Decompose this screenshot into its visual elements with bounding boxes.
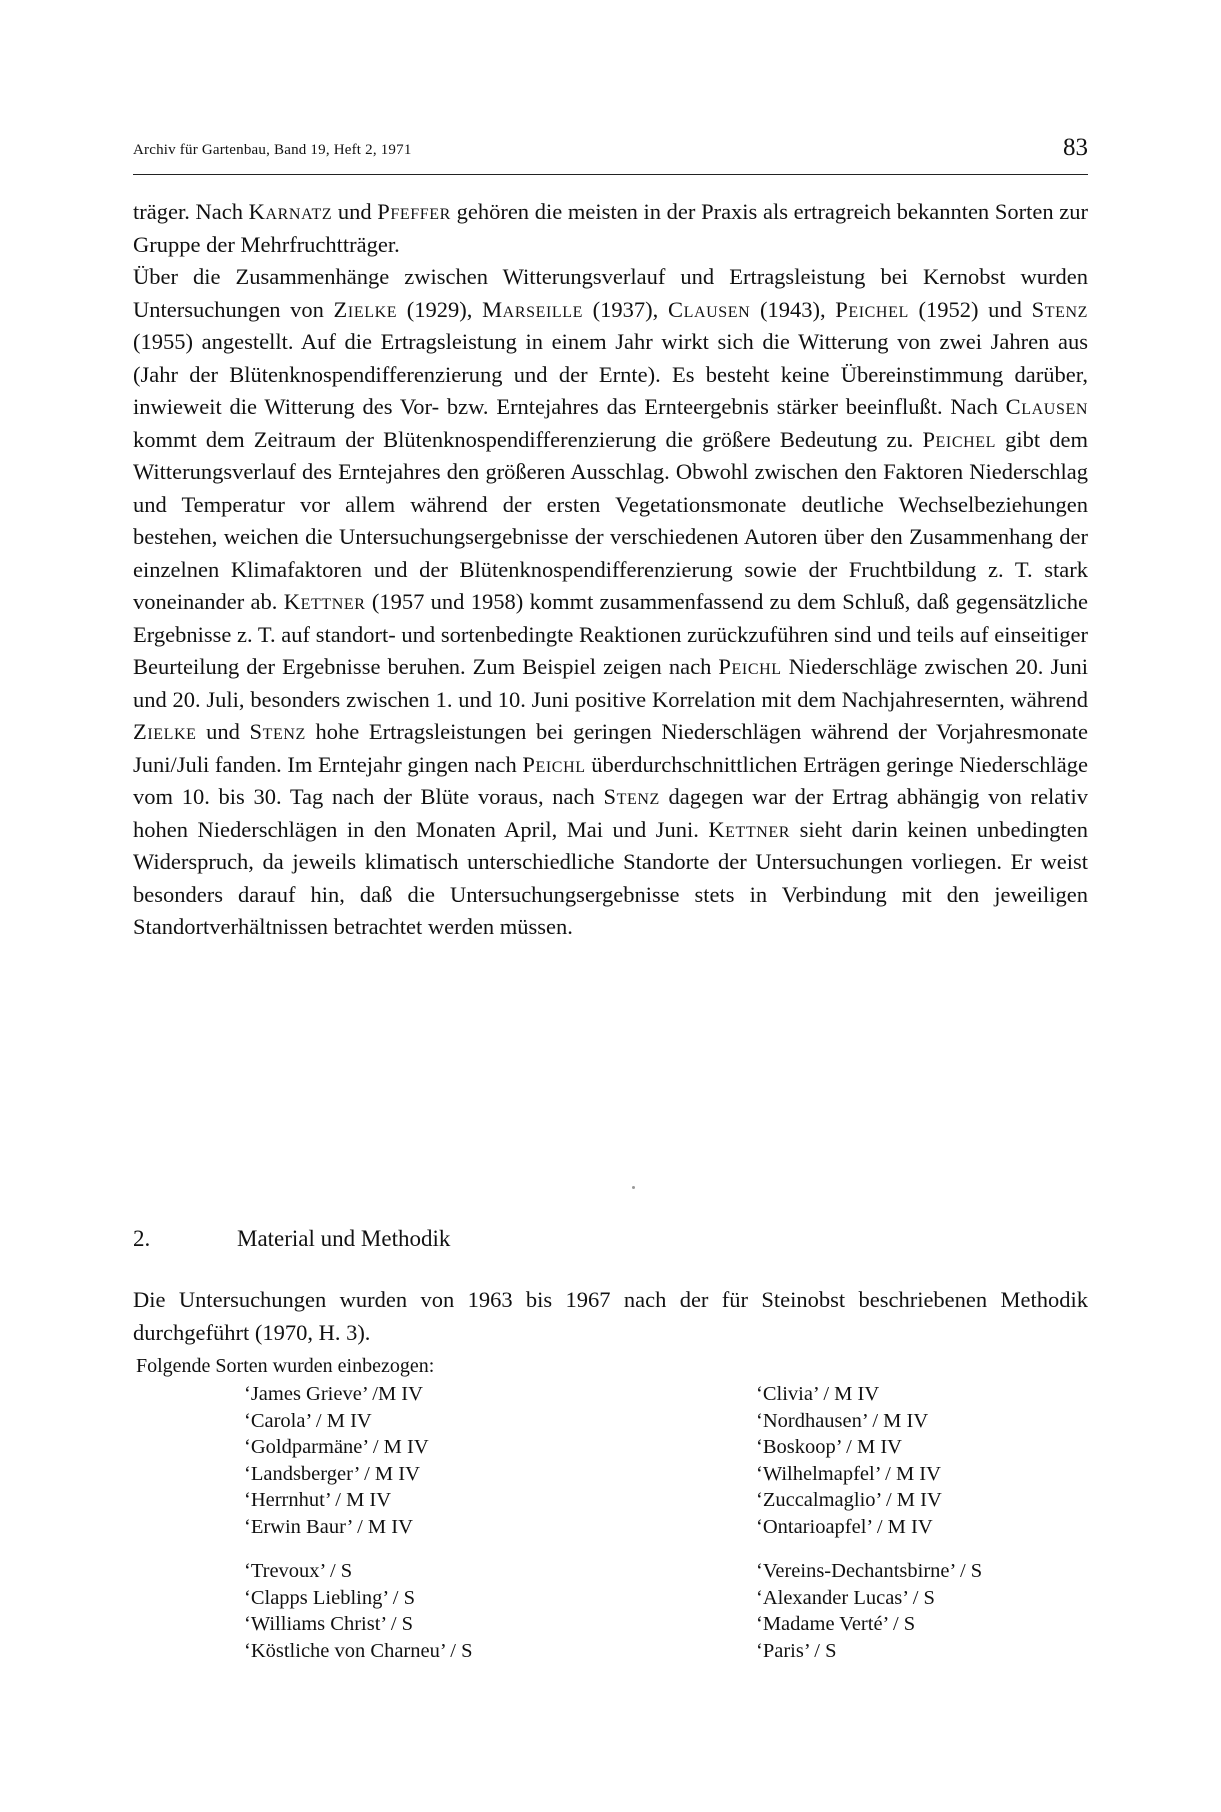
- variety-item: ‘Madame Verté’ / S: [756, 1613, 916, 1635]
- text-run: dagegen war der Ertrag abhängig von relativ hohen Niederschlägen in den Monaten April, Mai und Juni.: [133, 784, 1089, 842]
- journal-citation: Archiv für Gartenbau, Band 19, Heft 2, 1971: [133, 142, 412, 158]
- variety-column-apple-left: [244, 1381, 429, 1540]
- variety-column-pear-right: [756, 1558, 982, 1664]
- text-run: träger. Nach: [133, 199, 249, 224]
- variety-item: ‘Clivia’ / M IV: [756, 1383, 880, 1405]
- variety-item: ‘Köstliche von Charneu’ / S: [244, 1639, 473, 1662]
- variety-column-apple-right: [756, 1381, 942, 1540]
- variety-item: ‘Goldparmäne’ / M IV: [244, 1436, 429, 1458]
- author-name: Stenz: [1031, 296, 1088, 322]
- method-paragraph: [133, 1283, 1088, 1349]
- variety-item: ‘Landsberger’ / M IV: [244, 1462, 420, 1485]
- text-run: (1937),: [583, 296, 668, 322]
- text-run: (1957 und 1958) kommt zusammenfassend zu dem Schluß, daß gegensätzliche Ergebnisse z. T. auf standort- und sortenbedingte Reaktionen zurückzuführen sind und teils auf einseitiger Beurteilung der Ergebnisse beruhen. Zum Beispiel zeigen nach: [133, 589, 1088, 679]
- text-run: (1943),: [750, 296, 836, 322]
- variety-item: ‘Williams Christ’ / S: [244, 1613, 414, 1635]
- author-name: Clausen: [667, 296, 751, 322]
- text-run: Über die Zusammenhänge zwischen Witterungsverlauf und Ertragsleistung bei Kernobst wurden Untersuchungen von: [133, 264, 1088, 322]
- text-run: hohe Ertragsleistungen bei geringen Niederschlägen während der Vorjahresmonate Juni/Juli fanden. Im Erntejahr gingen nach: [133, 719, 1088, 777]
- variety-item: ‘Boskoop’ / M IV: [756, 1436, 902, 1458]
- paragraph-2: [133, 261, 1088, 944]
- author-name: Kettner: [708, 816, 791, 842]
- variety-item: ‘Trevoux’ / S: [244, 1560, 353, 1582]
- variety-item: ‘Alexander Lucas’ / S: [756, 1586, 935, 1609]
- text-run: und: [196, 719, 250, 744]
- author-name: Clausen: [1005, 394, 1088, 419]
- variety-item: ‘Paris’ / S: [756, 1639, 837, 1662]
- print-speck: [632, 1186, 635, 1189]
- variety-item: ‘James Grieve’ /M IV: [244, 1383, 423, 1405]
- author-name: Karnatz: [248, 199, 333, 224]
- author-name: Zielke: [133, 719, 197, 744]
- author-name: Peichel: [922, 426, 997, 452]
- variety-column-pear-left: [244, 1558, 473, 1664]
- text-run: gehören die meisten in der Praxis als ertragreich bekannten Sorten zur Gruppe der Mehrfruchtträger.: [133, 199, 1088, 257]
- text-run: Niederschläge zwischen 20. Juni und 20. Juli, besonders zwischen 1. und 10. Juni positive Korrelation mit dem Nachjahresernten, während: [133, 654, 1088, 712]
- author-name: Peichl: [522, 751, 586, 777]
- variety-item: ‘Carola’ / M IV: [244, 1409, 372, 1432]
- author-name: Marseille: [482, 296, 584, 322]
- paragraph-1: [133, 196, 1088, 261]
- author-name: Stenz: [249, 719, 306, 744]
- author-name: Stenz: [603, 784, 660, 809]
- page-number: 83: [1063, 134, 1088, 161]
- section-title: Material und Methodik: [237, 1226, 451, 1251]
- variety-list-intro: Folgende Sorten wurden einbezogen:: [136, 1355, 435, 1377]
- author-name: Kettner: [283, 589, 366, 614]
- text-run: und: [332, 199, 378, 224]
- text-run: (1952) und: [908, 296, 1032, 322]
- running-header: [133, 134, 1088, 175]
- variety-item: ‘Zuccalmaglio’ / M IV: [756, 1489, 942, 1511]
- text-run: überdurchschnittlichen Erträgen geringe Niederschläge vom 10. bis 30. Tag nach der Blüte voraus, nach: [133, 751, 1088, 809]
- author-name: Pfeffer: [377, 199, 451, 224]
- variety-item: ‘Herrnhut’ / M IV: [244, 1489, 392, 1511]
- variety-item: ‘Vereins-Dechantsbirne’ / S: [756, 1560, 983, 1582]
- variety-item: ‘Wilhelmapfel’ / M IV: [756, 1462, 941, 1485]
- text-run: kommt dem Zeitraum der Blütenknospendifferenzierung die größere Bedeutung zu.: [133, 426, 923, 452]
- method-text: Die Untersuchungen wurden von 1963 bis 1967 nach der für Steinobst beschriebenen Methodik durchgeführt (1970, H. 3).: [133, 1287, 1088, 1345]
- variety-item: ‘Erwin Baur’ / M IV: [244, 1515, 413, 1538]
- text-run: (1955) angestellt. Auf die Ertragsleistung in einem Jahr wirkt sich die Witterung von zwei Jahren aus (Jahr der Blütenknospendifferenzierung und der Ernte). Es besteht keine Übereinstimmung darüber, inwieweit die Witterung des Vor- bzw. Erntejahres das Ernteergebnis stärker beeinflußt. Nach: [133, 329, 1088, 419]
- introduction-text: [133, 196, 1088, 944]
- author-name: Zielke: [333, 296, 398, 322]
- text-run: sieht darin keinen unbedingten Widerspruch, da jeweils klimatisch unterschiedliche Standorte der Untersuchungen vorliegen. Er weist besonders darauf hin, daß die Untersuchungsergebnisse stets in Verbindung mit den jeweiligen Standortverhältnissen betrachtet werden müssen.: [133, 816, 1088, 939]
- author-name: Peichl: [718, 654, 782, 679]
- variety-item: ‘Ontarioapfel’ / M IV: [756, 1515, 933, 1538]
- text-run: gibt dem Witterungsverlauf des Erntejahres den größeren Ausschlag. Obwohl zwischen den Faktoren Niederschlag und Temperatur vor allem während der ersten Vegetationsmonate deutliche Wechselbeziehungen bestehen, weichen die Untersuchungsergebnisse der verschiedenen Autoren über den Zusammenhang der einzelnen Klimafaktoren und der Blütenknospendifferenzierung sowie der Fruchtbildung z. T. stark voneinander ab.: [133, 426, 1088, 614]
- section-heading: [133, 1226, 450, 1252]
- section-number: 2.: [133, 1226, 151, 1251]
- variety-item: ‘Clapps Liebling’ / S: [244, 1586, 416, 1609]
- text-run: (1929),: [397, 296, 483, 322]
- author-name: Peichel: [835, 296, 909, 322]
- variety-item: ‘Nordhausen’ / M IV: [756, 1409, 929, 1432]
